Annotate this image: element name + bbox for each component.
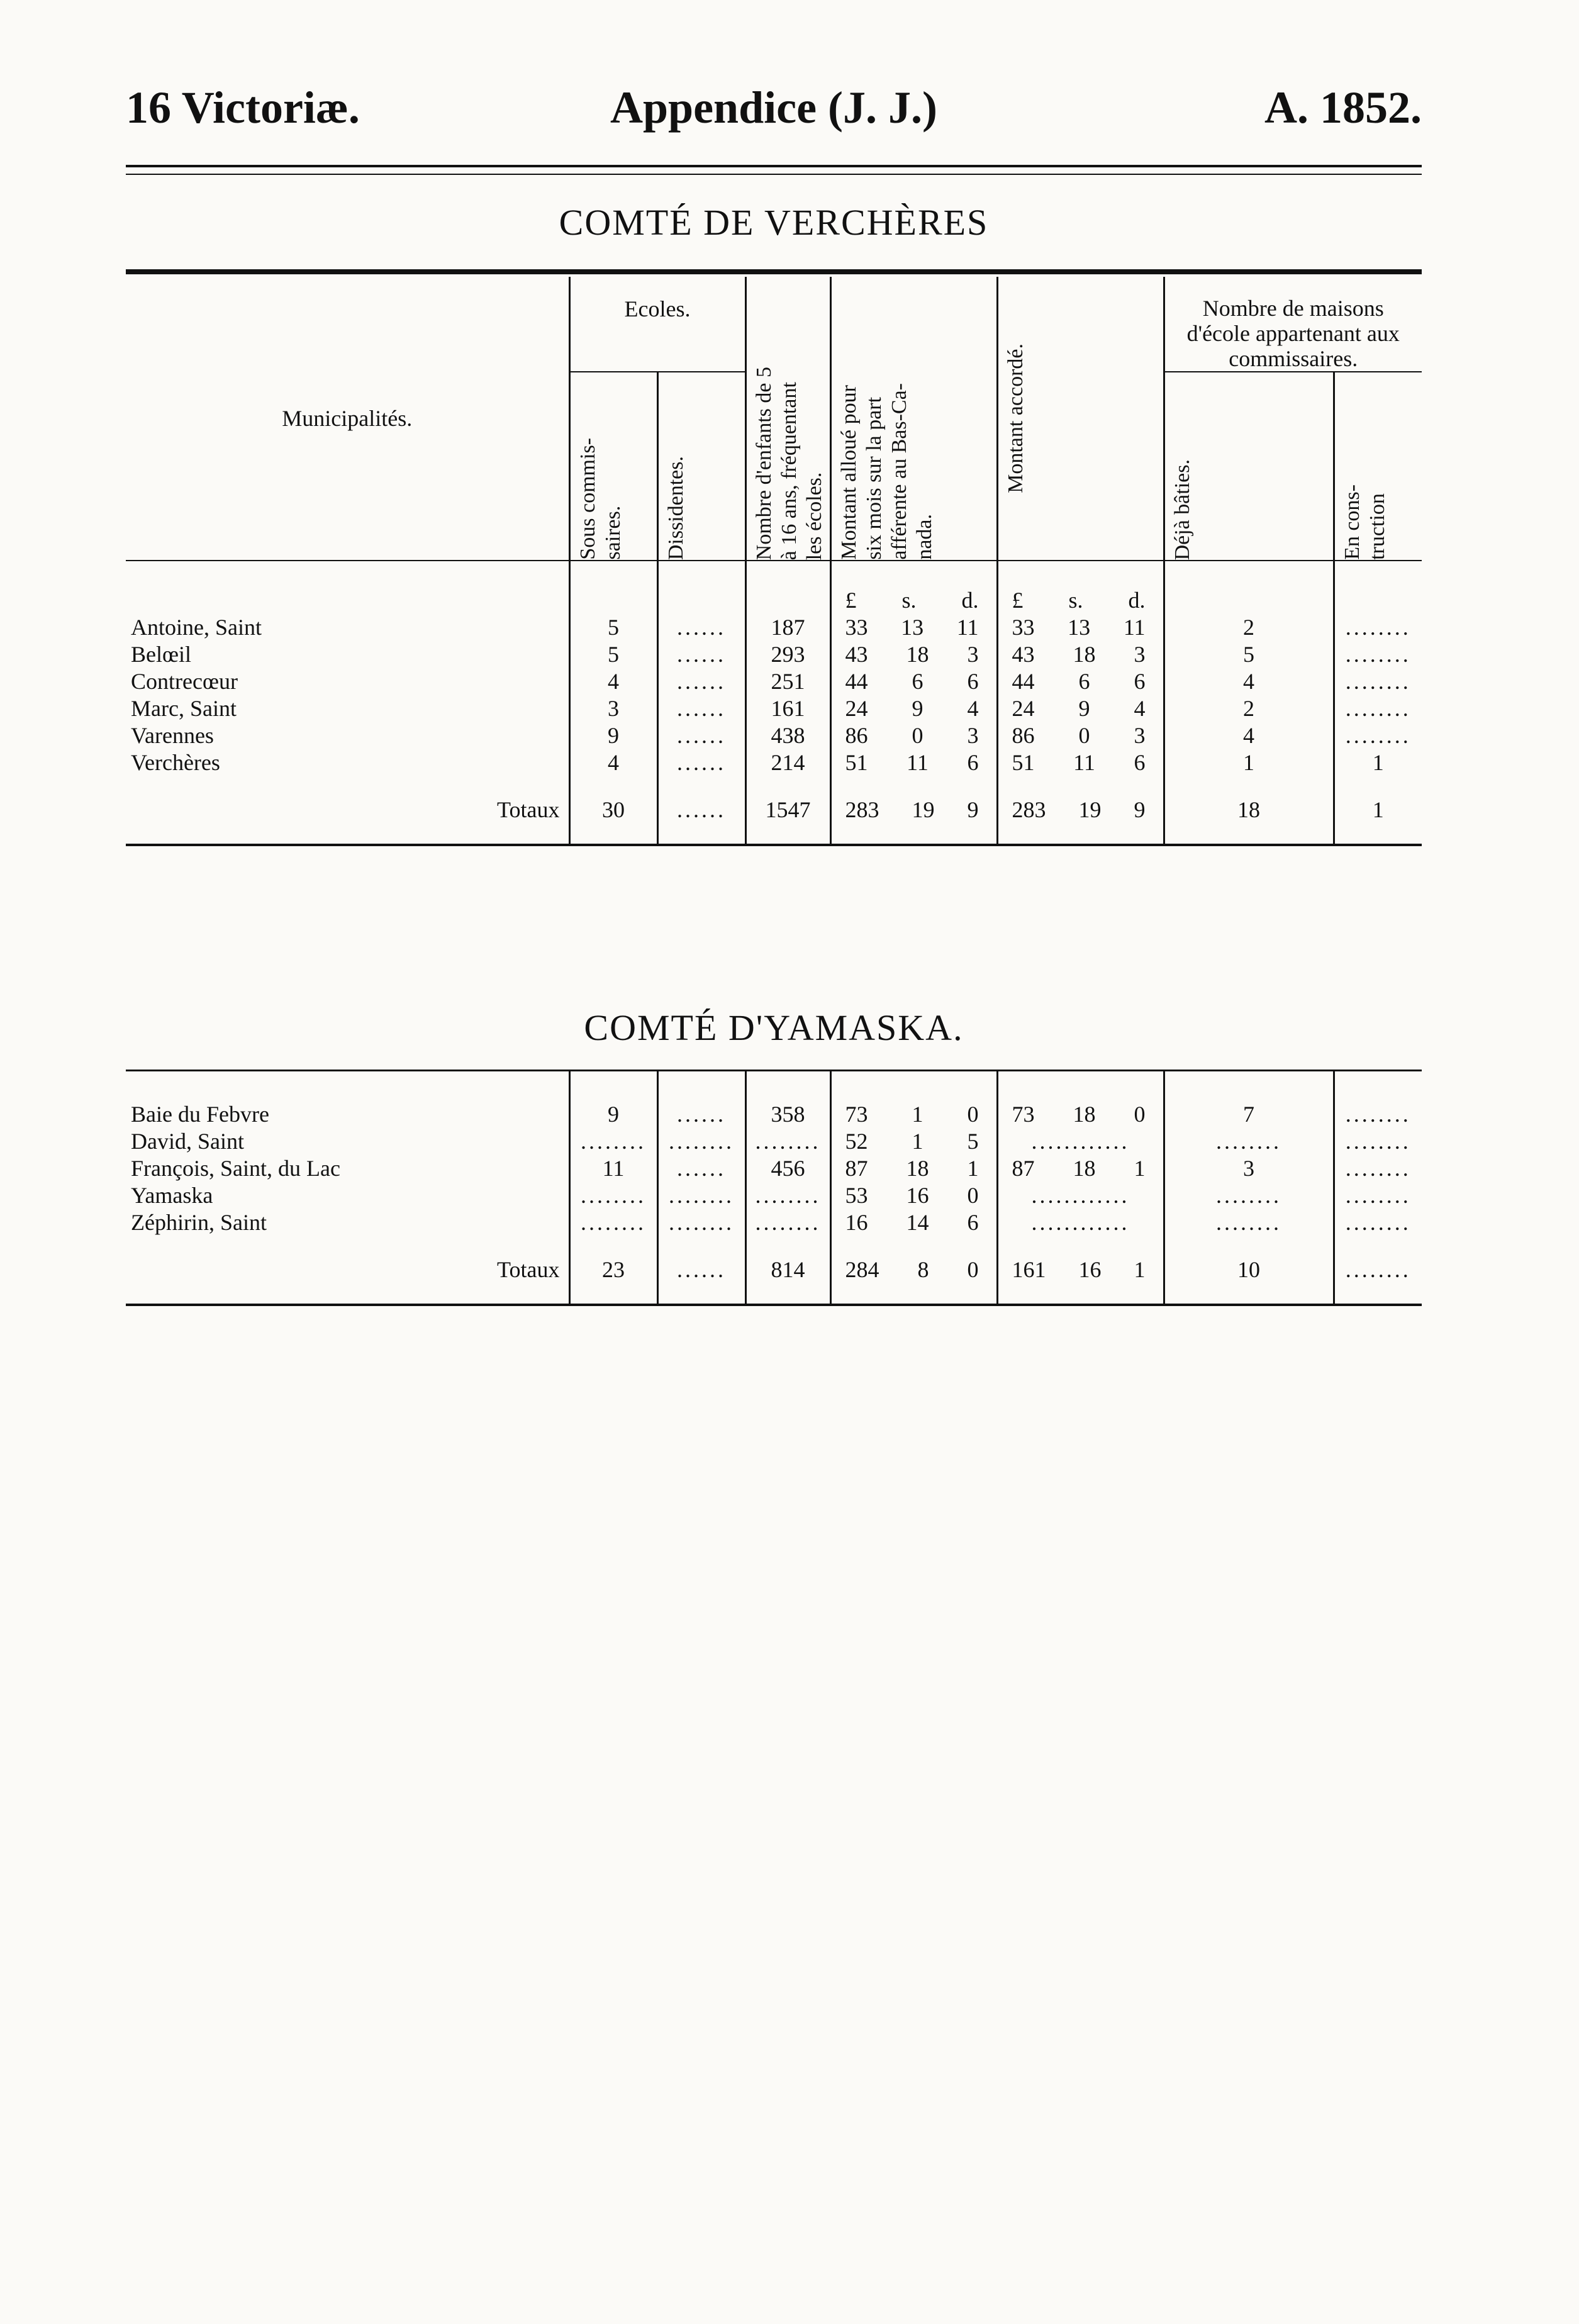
header-montant-alloue: Montant alloué pour six mois sur la part afférente au Bas-Ca- nada. bbox=[830, 277, 997, 561]
municipality-name: Zéphirin, Saint bbox=[131, 1209, 267, 1235]
table-row bbox=[126, 1209, 1422, 1236]
header-rule bbox=[126, 165, 1422, 167]
units-accorde: £ s. d. bbox=[997, 561, 1164, 613]
enfants-cell: ........ bbox=[745, 1127, 830, 1154]
sous-commissaires-cell: 23 bbox=[569, 1236, 657, 1305]
accorde-cell bbox=[997, 668, 1164, 695]
totals-row bbox=[126, 1236, 1422, 1305]
sous-commissaires-cell: ........ bbox=[569, 1127, 657, 1154]
table-row bbox=[126, 640, 1422, 668]
header-dissidentes: Dissidentes. bbox=[657, 372, 745, 561]
enfants-cell: 161 bbox=[745, 695, 830, 722]
sous-commissaires-cell: 9 bbox=[569, 722, 657, 749]
accorde-cell bbox=[997, 776, 1164, 845]
accorde-cell bbox=[997, 749, 1164, 776]
enfants-cell: ........ bbox=[745, 1209, 830, 1236]
section-title-vercheres: COMTÉ DE VERCHÈRES bbox=[559, 202, 989, 243]
accorde-cell bbox=[997, 1154, 1164, 1182]
deja-baties-cell: 10 bbox=[1164, 1236, 1334, 1305]
en-construction-cell: ........ bbox=[1334, 613, 1422, 640]
deja-baties-cell: 2 bbox=[1164, 695, 1334, 722]
totals-row bbox=[126, 776, 1422, 845]
sous-commissaires-cell: 5 bbox=[569, 640, 657, 668]
en-construction-cell: ........ bbox=[1334, 695, 1422, 722]
header-appendix: Appendice (J. J.) bbox=[610, 82, 937, 133]
table-row bbox=[126, 613, 1422, 640]
municipality-name: Baie du Febvre bbox=[131, 1101, 269, 1127]
deja-baties-cell: ........ bbox=[1164, 1182, 1334, 1209]
alloue-s: 6 bbox=[912, 669, 923, 694]
alloue-l: 284 bbox=[845, 1256, 879, 1282]
header-deja-baties: Déjà bâties. bbox=[1164, 372, 1334, 561]
section-title-yamaska: COMTÉ D'YAMASKA. bbox=[584, 1007, 964, 1048]
deja-baties-cell: 4 bbox=[1164, 722, 1334, 749]
table-yamaska bbox=[126, 1070, 1422, 1306]
en-construction-cell: ........ bbox=[1334, 1209, 1422, 1236]
sous-commissaires-cell: 3 bbox=[569, 695, 657, 722]
deja-baties-cell: ........ bbox=[1164, 1209, 1334, 1236]
alloue-cell bbox=[830, 695, 997, 722]
en-construction-cell: ........ bbox=[1334, 640, 1422, 668]
accorde-l: 87 bbox=[1012, 1155, 1035, 1181]
enfants-cell: 814 bbox=[745, 1236, 830, 1305]
municipality-name: Marc, Saint bbox=[131, 696, 237, 721]
accorde-d: 0 bbox=[1134, 1101, 1146, 1127]
sous-commissaires-cell: 30 bbox=[569, 776, 657, 845]
accorde-l: 24 bbox=[1012, 696, 1035, 721]
accorde-cell: ............ bbox=[997, 1127, 1164, 1154]
alloue-l: 16 bbox=[845, 1209, 868, 1235]
accorde-cell bbox=[997, 613, 1164, 640]
alloue-cell bbox=[830, 722, 997, 749]
en-construction-cell: ........ bbox=[1334, 1127, 1422, 1154]
en-construction-cell: 1 bbox=[1334, 749, 1422, 776]
accorde-d: 11 bbox=[1123, 615, 1146, 640]
alloue-cell bbox=[830, 1182, 997, 1209]
en-construction-cell: 1 bbox=[1334, 776, 1422, 845]
alloue-d: 0 bbox=[967, 1256, 979, 1282]
dissidentes-cell: ...... bbox=[657, 1071, 745, 1127]
municipality-name: Belœil bbox=[131, 642, 191, 667]
accorde-s: 9 bbox=[1078, 696, 1090, 721]
municipality-name: Contrecœur bbox=[131, 669, 238, 694]
running-header bbox=[126, 82, 1422, 151]
header-rule-thin bbox=[126, 174, 1422, 175]
sous-commissaires-cell: 4 bbox=[569, 668, 657, 695]
accorde-l: 44 bbox=[1012, 669, 1035, 694]
dissidentes-cell: ...... bbox=[657, 668, 745, 695]
header-en-construction: En cons- truction bbox=[1334, 372, 1422, 561]
alloue-s: 1 bbox=[912, 1101, 923, 1127]
alloue-s: 9 bbox=[912, 696, 923, 721]
header-maisons: Nombre de maisons d'école appartenant aux commissaires. bbox=[1164, 277, 1422, 372]
sous-commissaires-cell: 11 bbox=[569, 1154, 657, 1182]
alloue-s: 0 bbox=[912, 723, 923, 748]
deja-baties-cell: 3 bbox=[1164, 1154, 1334, 1182]
municipality-name: Antoine, Saint bbox=[131, 615, 262, 640]
alloue-cell bbox=[830, 1236, 997, 1305]
alloue-d: 3 bbox=[967, 723, 979, 748]
alloue-l: 33 bbox=[845, 615, 868, 640]
accorde-s: 16 bbox=[1078, 1256, 1102, 1282]
alloue-d: 6 bbox=[967, 669, 979, 694]
table-row bbox=[126, 695, 1422, 722]
alloue-l: 51 bbox=[845, 750, 868, 775]
alloue-d: 1 bbox=[967, 1155, 979, 1181]
alloue-cell bbox=[830, 640, 997, 668]
dissidentes-cell: ...... bbox=[657, 749, 745, 776]
accorde-s: 19 bbox=[1078, 797, 1102, 822]
en-construction-cell: ........ bbox=[1334, 722, 1422, 749]
accorde-cell bbox=[997, 722, 1164, 749]
municipality-name: Verchères bbox=[131, 750, 220, 775]
sous-commissaires-cell: 5 bbox=[569, 613, 657, 640]
municipality-name: Varennes bbox=[131, 723, 214, 748]
alloue-l: 24 bbox=[845, 696, 868, 721]
accorde-s: 0 bbox=[1078, 723, 1090, 748]
deja-baties-cell: 1 bbox=[1164, 749, 1334, 776]
accorde-l: 86 bbox=[1012, 723, 1035, 748]
deja-baties-cell: ........ bbox=[1164, 1127, 1334, 1154]
alloue-d: 0 bbox=[967, 1101, 979, 1127]
accorde-l: 73 bbox=[1012, 1101, 1035, 1127]
accorde-cell: ............ bbox=[997, 1209, 1164, 1236]
alloue-l: 86 bbox=[845, 723, 868, 748]
enfants-cell: ........ bbox=[745, 1182, 830, 1209]
alloue-d: 6 bbox=[967, 750, 979, 775]
table-row bbox=[126, 668, 1422, 695]
header-montant-accorde: Montant accordé. bbox=[997, 277, 1164, 561]
dissidentes-cell: ...... bbox=[657, 1154, 745, 1182]
alloue-s: 13 bbox=[901, 615, 924, 640]
accorde-s: 18 bbox=[1073, 1155, 1096, 1181]
accorde-cell bbox=[997, 1236, 1164, 1305]
table-row bbox=[126, 1127, 1422, 1154]
alloue-l: 44 bbox=[845, 669, 868, 694]
table-vercheres bbox=[126, 277, 1422, 846]
alloue-l: 52 bbox=[845, 1128, 868, 1154]
table-row bbox=[126, 722, 1422, 749]
alloue-d: 6 bbox=[967, 1209, 979, 1235]
totals-label: Totaux bbox=[497, 797, 560, 822]
en-construction-cell: ........ bbox=[1334, 668, 1422, 695]
accorde-l: 283 bbox=[1012, 797, 1046, 822]
enfants-cell: 187 bbox=[745, 613, 830, 640]
accorde-d: 4 bbox=[1134, 696, 1146, 721]
deja-baties-cell: 18 bbox=[1164, 776, 1334, 845]
sous-commissaires-cell: 4 bbox=[569, 749, 657, 776]
accorde-d: 3 bbox=[1134, 642, 1146, 667]
table-row bbox=[126, 749, 1422, 776]
enfants-cell: 1547 bbox=[745, 776, 830, 845]
header-year: A. 1852. bbox=[1264, 82, 1422, 133]
accorde-l: 33 bbox=[1012, 615, 1035, 640]
en-construction-cell: ........ bbox=[1334, 1071, 1422, 1127]
alloue-l: 43 bbox=[845, 642, 868, 667]
alloue-cell bbox=[830, 1154, 997, 1182]
accorde-d: 1 bbox=[1134, 1256, 1146, 1282]
alloue-s: 11 bbox=[907, 750, 929, 775]
municipality-name: David, Saint bbox=[131, 1128, 244, 1154]
alloue-cell bbox=[830, 749, 997, 776]
table-row bbox=[126, 1071, 1422, 1127]
alloue-l: 73 bbox=[845, 1101, 868, 1127]
units-alloue: £ s. d. bbox=[830, 561, 997, 613]
en-construction-cell: ........ bbox=[1334, 1236, 1422, 1305]
alloue-s: 1 bbox=[912, 1128, 923, 1154]
alloue-s: 19 bbox=[912, 797, 935, 822]
table-row bbox=[126, 1154, 1422, 1182]
municipality-name: Yamaska bbox=[131, 1182, 213, 1208]
accorde-d: 3 bbox=[1134, 723, 1146, 748]
enfants-cell: 214 bbox=[745, 749, 830, 776]
alloue-d: 9 bbox=[967, 797, 979, 822]
accorde-d: 6 bbox=[1134, 669, 1146, 694]
enfants-cell: 456 bbox=[745, 1154, 830, 1182]
accorde-s: 11 bbox=[1073, 750, 1095, 775]
alloue-d: 5 bbox=[967, 1128, 979, 1154]
header-volume: 16 Victoriæ. bbox=[126, 82, 360, 133]
deja-baties-cell: 4 bbox=[1164, 668, 1334, 695]
header-enfants: Nombre d'enfants de 5 à 16 ans, fréquentant les écoles. bbox=[745, 277, 830, 561]
accorde-l: 43 bbox=[1012, 642, 1035, 667]
enfants-cell: 293 bbox=[745, 640, 830, 668]
header-ecoles: Ecoles. bbox=[569, 277, 745, 372]
accorde-l: 161 bbox=[1012, 1256, 1046, 1282]
header-sous-commissaires: Sous commis- saires. bbox=[569, 372, 657, 561]
alloue-s: 8 bbox=[917, 1256, 929, 1282]
alloue-cell bbox=[830, 1071, 997, 1127]
alloue-cell bbox=[830, 776, 997, 845]
accorde-cell: ............ bbox=[997, 1182, 1164, 1209]
totals-label: Totaux bbox=[497, 1256, 560, 1282]
accorde-cell bbox=[997, 1071, 1164, 1127]
alloue-s: 16 bbox=[906, 1182, 929, 1208]
alloue-l: 87 bbox=[845, 1155, 868, 1181]
enfants-cell: 251 bbox=[745, 668, 830, 695]
accorde-s: 18 bbox=[1073, 642, 1096, 667]
en-construction-cell: ........ bbox=[1334, 1154, 1422, 1182]
dissidentes-cell: ...... bbox=[657, 776, 745, 845]
accorde-s: 18 bbox=[1073, 1101, 1096, 1127]
alloue-cell bbox=[830, 613, 997, 640]
dissidentes-cell: ........ bbox=[657, 1182, 745, 1209]
alloue-s: 18 bbox=[906, 1155, 929, 1181]
table-row bbox=[126, 1182, 1422, 1209]
accorde-s: 6 bbox=[1078, 669, 1090, 694]
enfants-cell: 438 bbox=[745, 722, 830, 749]
dissidentes-cell: ........ bbox=[657, 1127, 745, 1154]
alloue-d: 3 bbox=[967, 642, 979, 667]
alloue-l: 283 bbox=[845, 797, 879, 822]
dissidentes-cell: ...... bbox=[657, 613, 745, 640]
table1-top-rule bbox=[126, 269, 1422, 274]
dissidentes-cell: ...... bbox=[657, 722, 745, 749]
alloue-s: 18 bbox=[906, 642, 929, 667]
en-construction-cell: ........ bbox=[1334, 1182, 1422, 1209]
alloue-d: 11 bbox=[956, 615, 979, 640]
header-municipalites: Municipalités. bbox=[282, 406, 413, 431]
alloue-d: 0 bbox=[967, 1182, 979, 1208]
accorde-d: 6 bbox=[1134, 750, 1146, 775]
accorde-s: 13 bbox=[1068, 615, 1091, 640]
alloue-cell bbox=[830, 1127, 997, 1154]
sous-commissaires-cell: ........ bbox=[569, 1182, 657, 1209]
dissidentes-cell: ...... bbox=[657, 1236, 745, 1305]
enfants-cell: 358 bbox=[745, 1071, 830, 1127]
deja-baties-cell: 2 bbox=[1164, 613, 1334, 640]
alloue-cell bbox=[830, 668, 997, 695]
deja-baties-cell: 5 bbox=[1164, 640, 1334, 668]
deja-baties-cell: 7 bbox=[1164, 1071, 1334, 1127]
accorde-l: 51 bbox=[1012, 750, 1035, 775]
alloue-l: 53 bbox=[845, 1182, 868, 1208]
accorde-d: 1 bbox=[1134, 1155, 1146, 1181]
accorde-d: 9 bbox=[1134, 797, 1146, 822]
alloue-cell bbox=[830, 1209, 997, 1236]
municipality-name: François, Saint, du Lac bbox=[131, 1155, 340, 1181]
dissidentes-cell: ...... bbox=[657, 640, 745, 668]
dissidentes-cell: ...... bbox=[657, 695, 745, 722]
accorde-cell bbox=[997, 640, 1164, 668]
sous-commissaires-cell: 9 bbox=[569, 1071, 657, 1127]
accorde-cell bbox=[997, 695, 1164, 722]
alloue-d: 4 bbox=[967, 696, 979, 721]
sous-commissaires-cell: ........ bbox=[569, 1209, 657, 1236]
dissidentes-cell: ........ bbox=[657, 1209, 745, 1236]
alloue-s: 14 bbox=[906, 1209, 929, 1235]
